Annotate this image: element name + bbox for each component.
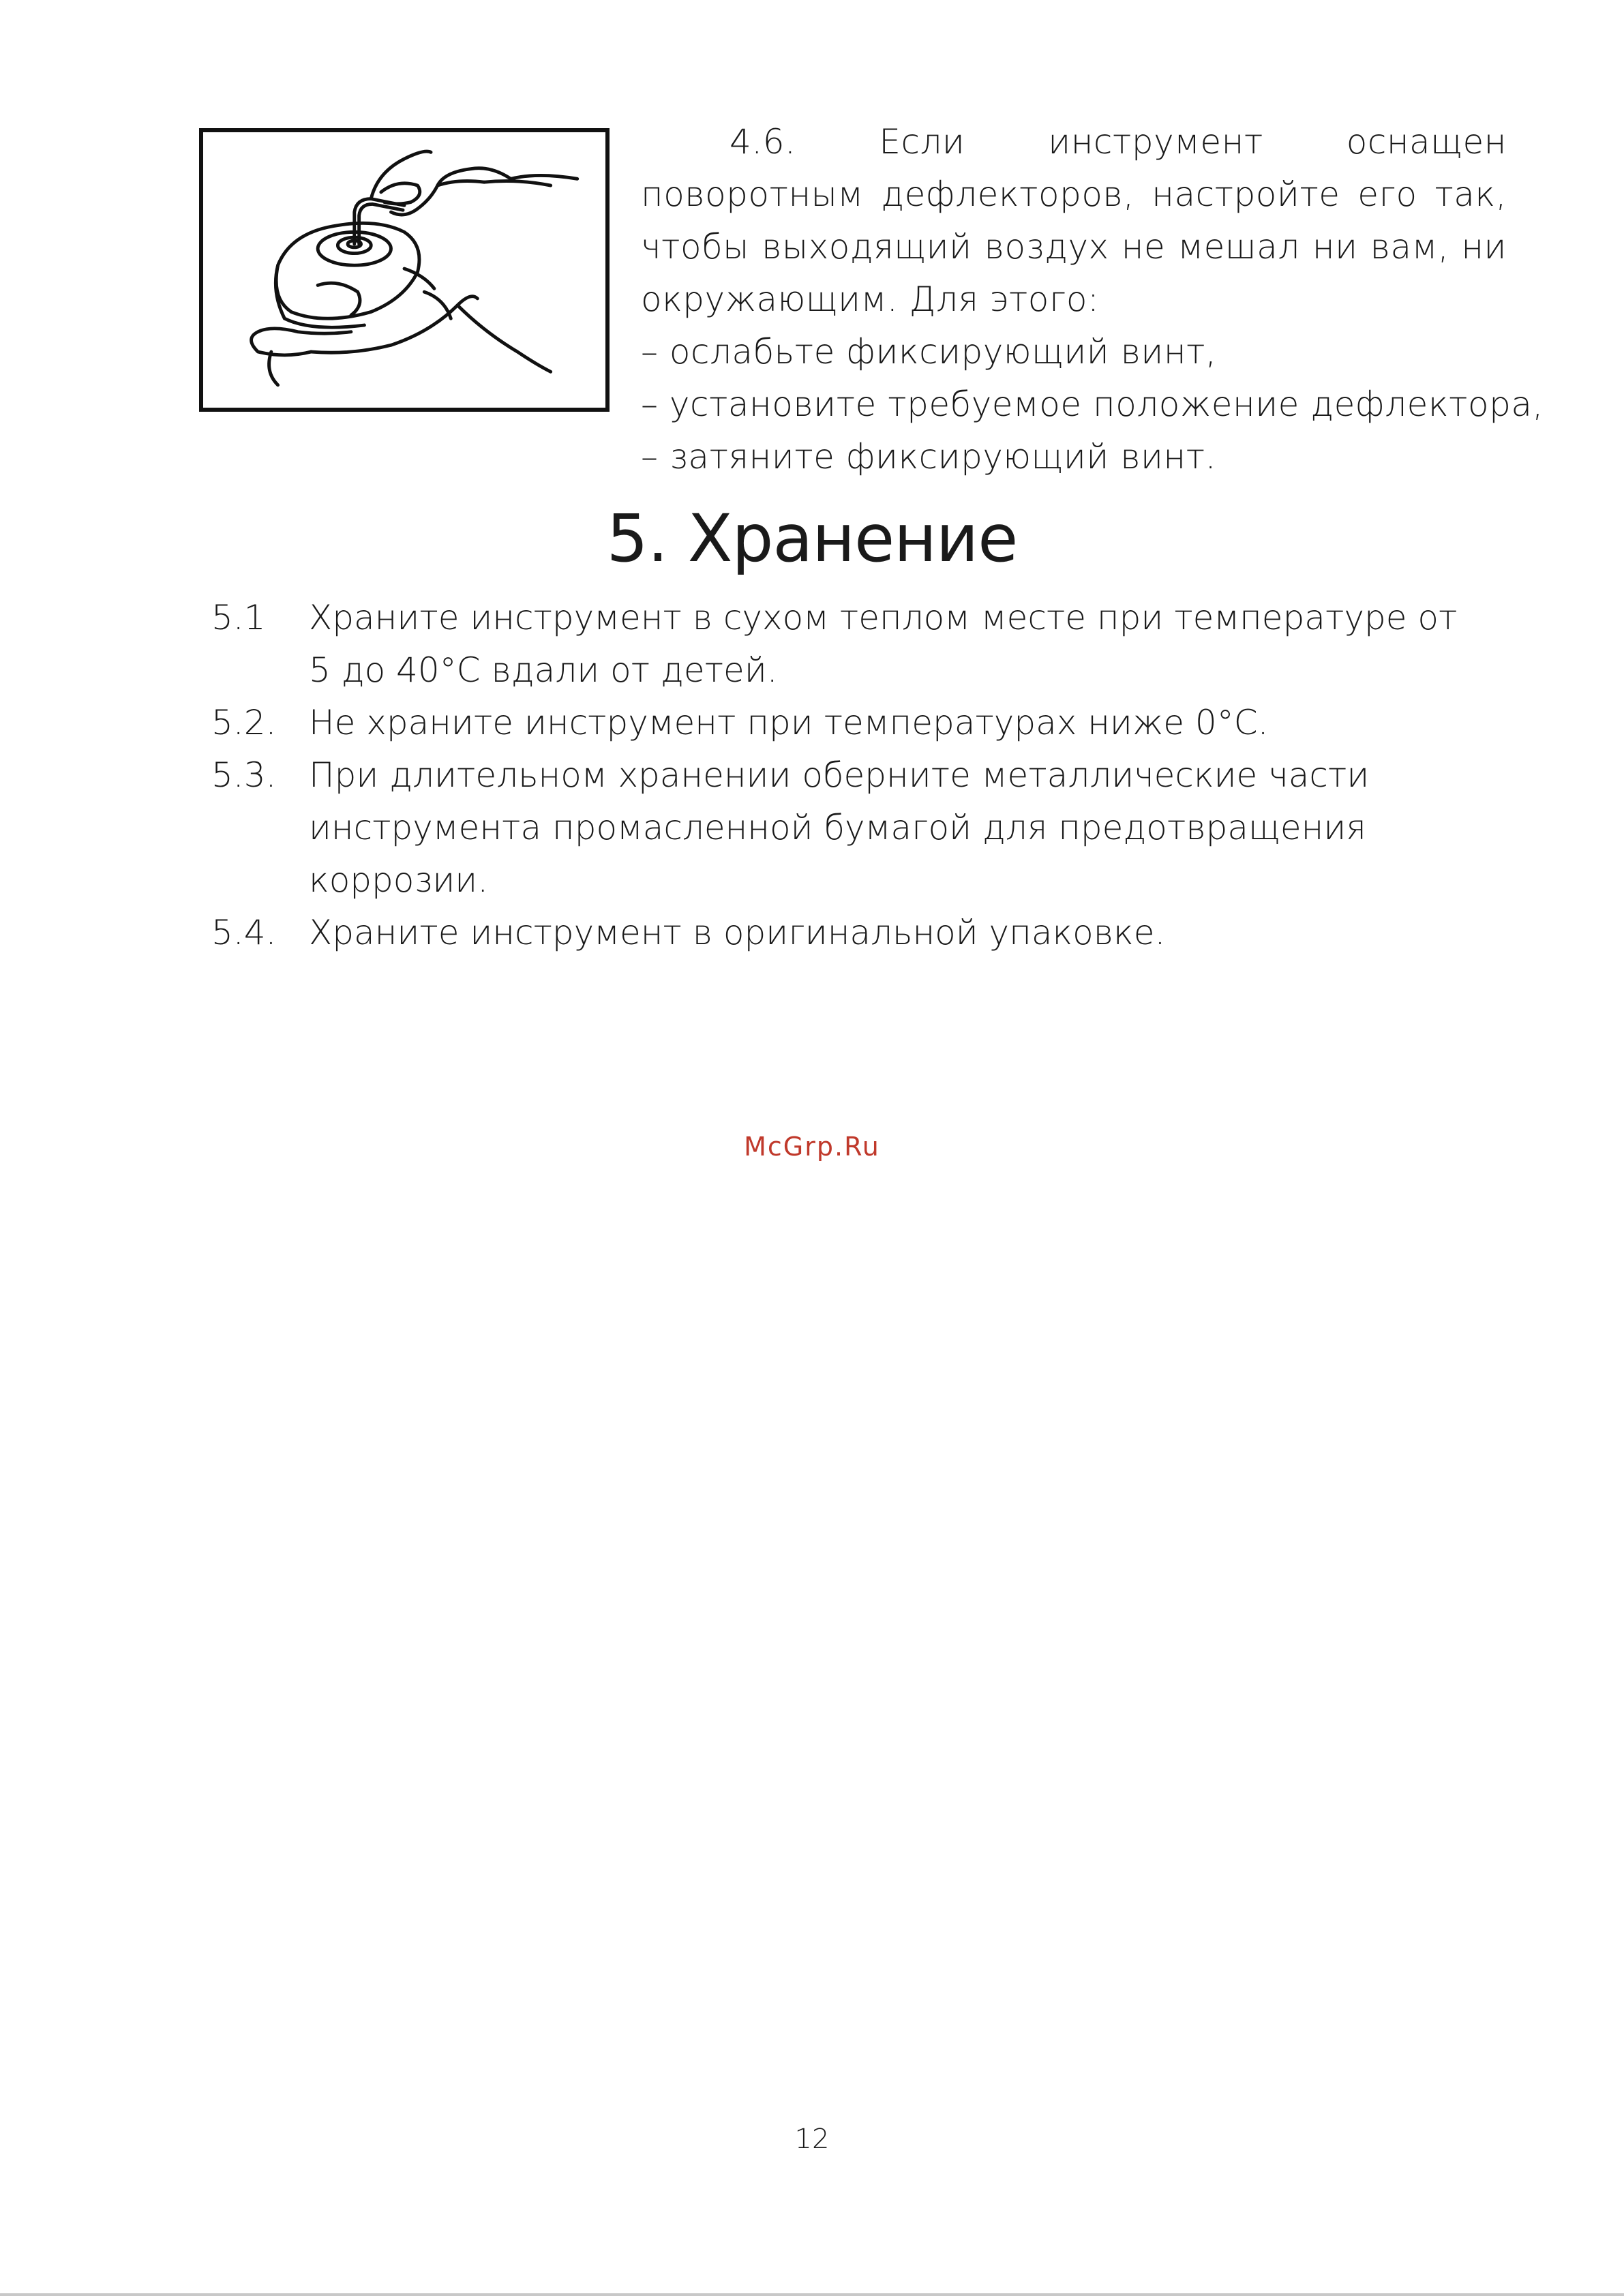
list-item (211, 697, 1507, 749)
item-text: Храните инструмент в сухом теплом месте при температуре от 5 до 40°С вдали от детей. (309, 598, 1458, 690)
deflector-illustration (199, 128, 610, 412)
item-number: 5.1 (211, 598, 266, 637)
item-number: 5.2. (211, 703, 277, 742)
step-set-deflector: – установите требуемое положение дефлектора, (641, 384, 1544, 424)
hand-hex-key-icon (203, 132, 605, 408)
list-item (211, 749, 1507, 907)
section-4-6 (641, 116, 1544, 483)
section-4-6-paragraph: 4.6. Если инструмент оснащен поворотным дефлекторов, настройте его так, чтобы выходящий воздух не мешал ни вам, ни окружающим. Для этого: (641, 122, 1507, 319)
storage-list (211, 592, 1507, 959)
page-number: 12 (794, 2124, 830, 2155)
list-item (211, 907, 1507, 959)
watermark: McGrp.Ru (744, 1132, 880, 1162)
storage-section-title: 5. Хранение (606, 500, 1018, 577)
item-text: При длительном хранении оберните металлические части инструмента промасленной бумагой для предотвращения коррозии. (309, 755, 1370, 900)
list-item (211, 592, 1507, 697)
item-text: Не храните инструмент при температурах ниже 0°С. (309, 703, 1269, 742)
page-bottom-divider (0, 2293, 1624, 2296)
step-tighten-screw: – затяните фиксирующий винт. (641, 437, 1216, 477)
item-number: 5.4. (211, 913, 277, 952)
step-loosen-screw: – ослабьте фиксирующий винт, (641, 332, 1217, 372)
item-text: Храните инструмент в оригинальной упаковке. (309, 913, 1166, 952)
item-number: 5.3. (211, 755, 277, 795)
